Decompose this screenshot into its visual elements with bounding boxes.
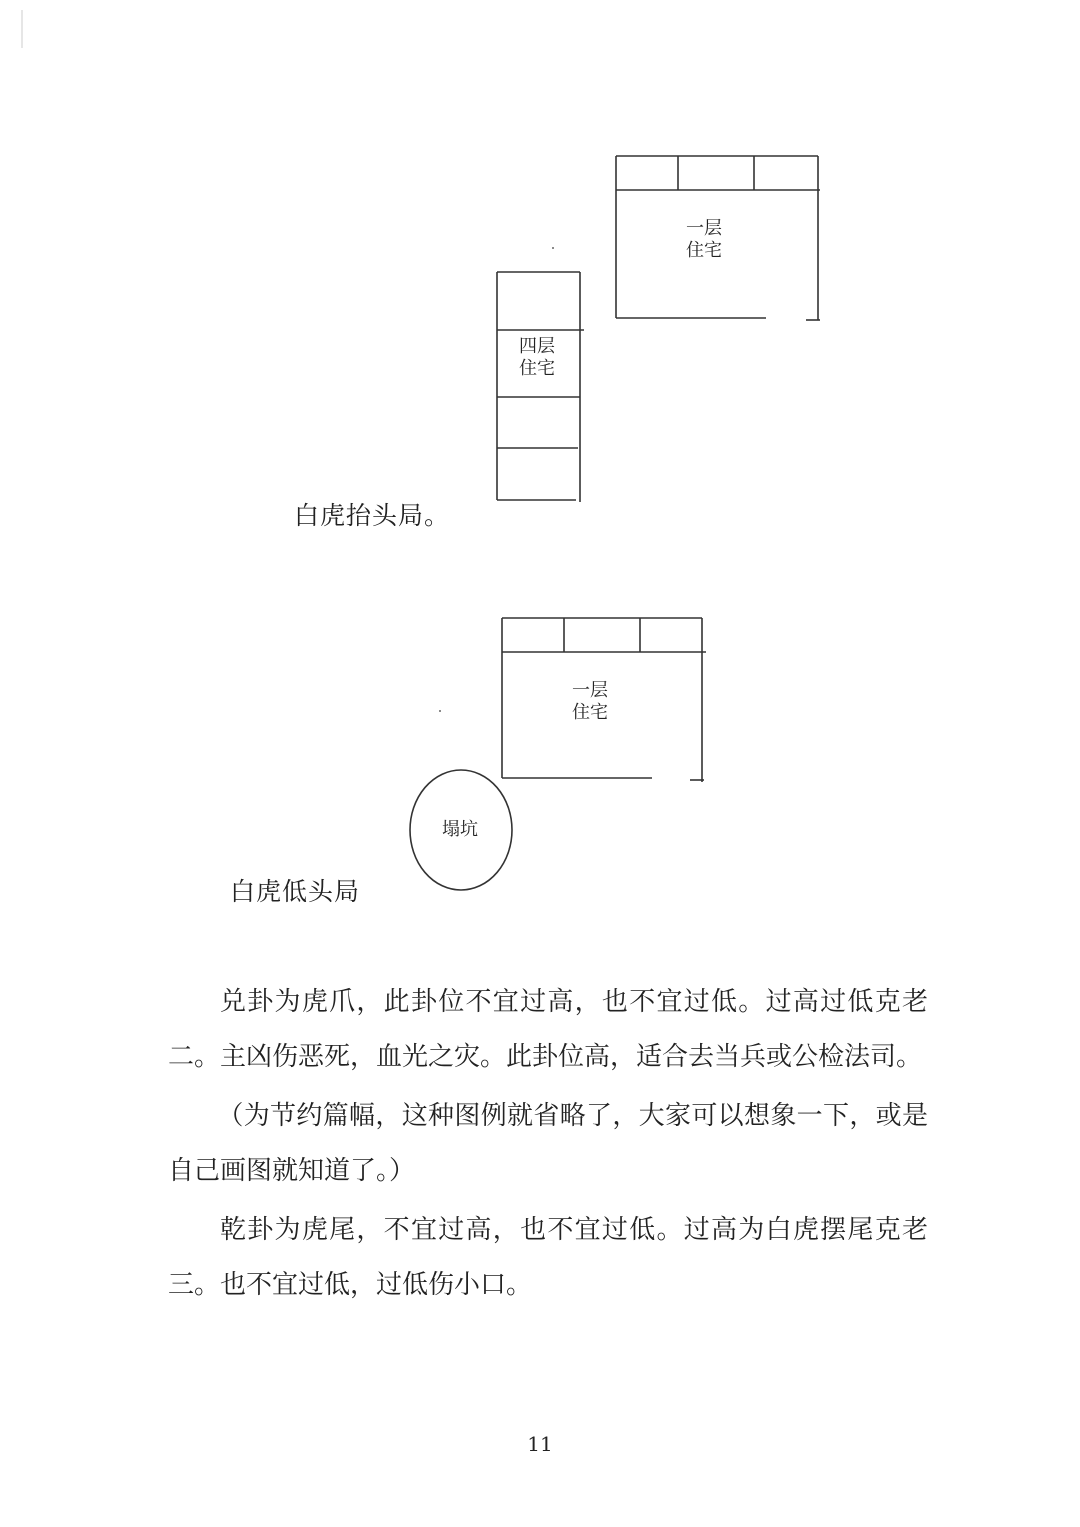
body-text [168,975,928,1313]
one-story-house-1-label-line2: 住宅 [686,240,722,261]
one-story-house-2-label-line2: 住宅 [572,702,608,723]
one-story-house-1 [616,156,820,320]
four-story-house [497,272,584,502]
paragraph-note: （为节约篇幅，这种图例就省略了，大家可以想象一下，或是自己画图就知道了。） [168,1101,928,1186]
sinkhole-label: 塌坑 [442,819,478,840]
one-story-house-2-label-line1: 一层 [572,680,608,701]
diagram1-caption: 白虎抬头局。 [294,501,451,530]
paragraph-qian: 乾卦为虎尾，不宜过高，也不宜过低。过高为白虎摆尾克老三。也不宜过低，过低伤小口。 [168,1215,928,1300]
one-story-house-2 [502,618,706,782]
four-story-house-label-line1: 四层 [519,336,555,357]
page-number: 11 [527,1432,553,1456]
one-story-house-1-label-line1: 一层 [686,218,722,239]
sinkhole [410,770,512,890]
four-story-house-label-line2: 住宅 [519,358,555,379]
paragraph-dui: 兑卦为虎爪，此卦位不宜过高，也不宜过低。过高过低克老二。主凶伤恶死，血光之灾。此卦位高，适合去当兵或公检法司。 [168,987,928,1072]
diagram2-caption: 白虎低头局 [230,877,361,906]
